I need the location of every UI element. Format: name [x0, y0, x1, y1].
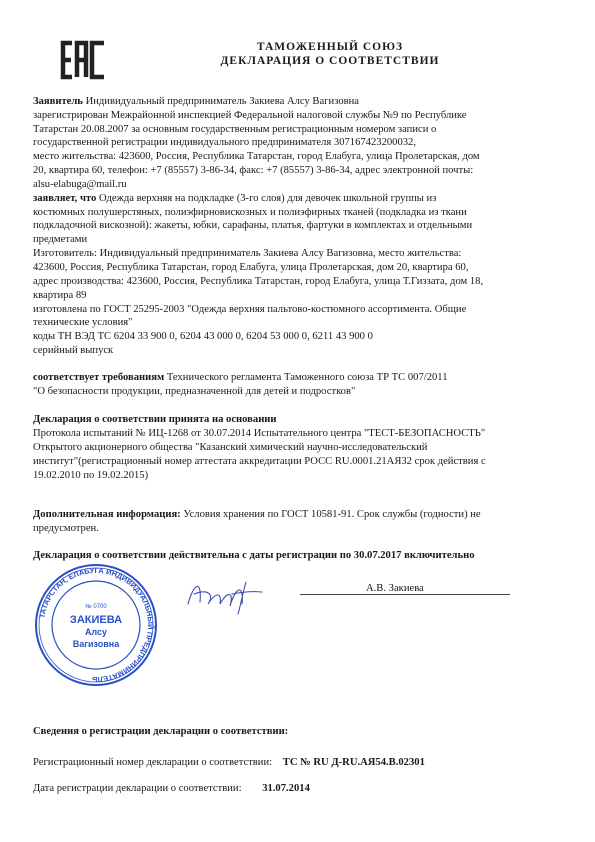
header-union: ТАМОЖЕННЫЙ СОЮЗ: [256, 41, 404, 53]
manufacturer-address: 423600, Россия, Республика Татарстан, город Елабуга, улица Пролетарская, дом 20, квартира 60,: [33, 262, 469, 273]
applicant-contacts: 20, квартира 60, телефон: +7 (85557) 3-86-34, факс: +7 (85557) 3-86-34, адрес электронной почты:: [33, 165, 474, 176]
product-description: подкладочной вискозной): жакеты, юбки, сарафаны, платья, фартуки в комплектах и отдельными: [33, 220, 473, 231]
registration-number: ТС № RU Д-RU.АЯ54.В.02301: [282, 757, 425, 768]
compliance-label: соответствует требованиям: [33, 372, 165, 383]
declares-line: [33, 192, 436, 205]
svg-text:ЗАКИЕВА: ЗАКИЕВА: [69, 614, 123, 626]
svg-text:Вагизовна: Вагизовна: [72, 639, 120, 649]
test-protocol: Протокола испытаний № ИЦ-1268 от 30.07.2014 Испытательного центра "ТЕСТ-БЕЗОПАСНОСТЬ": [33, 428, 486, 439]
regulation-title: "О безопасности продукции, предназначенной для детей и подростков": [33, 386, 356, 397]
registration-heading: Сведения о регистрации декларации о соответствии:: [33, 726, 289, 737]
standard-line: технические условия": [33, 317, 133, 328]
document-header: [140, 40, 520, 68]
test-protocol: институт"(регистрационный номер аттестата аккредитации РОСС RU.0001.21АЯ32 срок действия с: [33, 456, 486, 467]
svg-text:Алсу: Алсу: [84, 627, 108, 637]
registration-date-label: Дата регистрации декларации о соответствии:: [33, 783, 242, 794]
registration-number-row: [33, 756, 425, 769]
product-description: Одежда верхняя на подкладке (3-го слоя) для девочек школьной группы из: [96, 193, 437, 204]
product-description: костюмных полушерстяных, полиэфирновискозных и полиэфирных тканей (подкладка из ткани: [33, 207, 467, 218]
svg-text:ТАТАРСТАН, ЕЛАБУГА ИНДИВИДУАЛЬ: ТАТАРСТАН, ЕЛАБУГА ИНДИВИДУАЛЬНЫЙ ПРЕДПРИНИМАТЕЛЬ: [37, 565, 156, 685]
declares-label: заявляет, что: [33, 193, 97, 204]
additional-info-text: предусмотрен.: [33, 523, 99, 534]
applicant-address: место жительства: 423600, Россия, Республика Татарстан, город Елабуга, улица Пролетарская, дом: [33, 151, 480, 162]
applicant-name: Индивидуальный предприниматель Закиева Алсу Вагизовна: [85, 96, 359, 107]
hs-codes: коды ТН ВЭД ТС 6204 33 900 0, 6204 43 000 0, 6204 53 000 0, 6211 43 900 0: [33, 331, 373, 342]
eac-logo: [60, 40, 108, 80]
production-address: квартира 89: [33, 290, 87, 301]
standard-line: изготовлена по ГОСТ 25295-2003 "Одежда верхняя пальтово-костюмного ассортимента. Общие: [33, 304, 467, 315]
basis-heading: Декларация о соответствии принята на основании: [33, 414, 277, 425]
signature: [180, 574, 270, 616]
applicant-text: Татарстан 20.08.2007 за основным государственным регистрационным номером записи о: [33, 124, 437, 135]
regulation-text: Технического регламента Таможенного союза ТР ТС 007/2011: [164, 372, 448, 383]
applicant-email: alsu-elabuga@mail.ru: [33, 179, 127, 190]
test-protocol: 19.02.2010 по 19.02.2015): [33, 470, 149, 481]
additional-info-text: Условия хранения по ГОСТ 10581-91. Срок службы (годности) не: [180, 509, 481, 520]
validity-line: Декларация о соответствии действительна с даты регистрации по 30.07.2017 включительно: [33, 550, 475, 561]
test-protocol: Открытого акционерного общества "Казанский химический научно-исследовательский: [33, 442, 428, 453]
additional-info-label: Дополнительная информация:: [33, 509, 181, 520]
header-declaration: ДЕКЛАРАЦИЯ О СООТВЕТСТВИИ: [220, 55, 440, 67]
manufacturer-line: Изготовитель: Индивидуальный предприниматель Закиева Алсу Вагизовна, место жительства:: [33, 248, 462, 259]
svg-text:№ 0700: № 0700: [85, 604, 107, 610]
compliance-line: [33, 371, 448, 384]
production-type: серийный выпуск: [33, 345, 114, 356]
applicant-label: Заявитель: [33, 96, 83, 107]
signatory-name: А.В. Закиева: [366, 583, 424, 594]
product-description: предметами: [33, 234, 88, 245]
registration-date-row: [33, 782, 310, 795]
additional-info: [33, 508, 481, 521]
applicant-text: государственной регистрации индивидуального предпринимателя 307167423200032,: [33, 137, 416, 148]
registration-date: 31.07.2014: [262, 783, 310, 794]
company-stamp: [33, 562, 159, 688]
applicant-registration: зарегистрирован Межрайонной инспекцией Федеральной налоговой службы №9 по Республике: [33, 110, 467, 121]
applicant-line: [33, 95, 359, 108]
registration-number-label: Регистрационный номер декларации о соответствии:: [33, 757, 273, 768]
signature-line: [300, 594, 510, 595]
production-address: адрес производства: 423600, Россия, Республика Татарстан, город Елабуга, улица Т.Гиззата, дом 18,: [33, 276, 484, 287]
